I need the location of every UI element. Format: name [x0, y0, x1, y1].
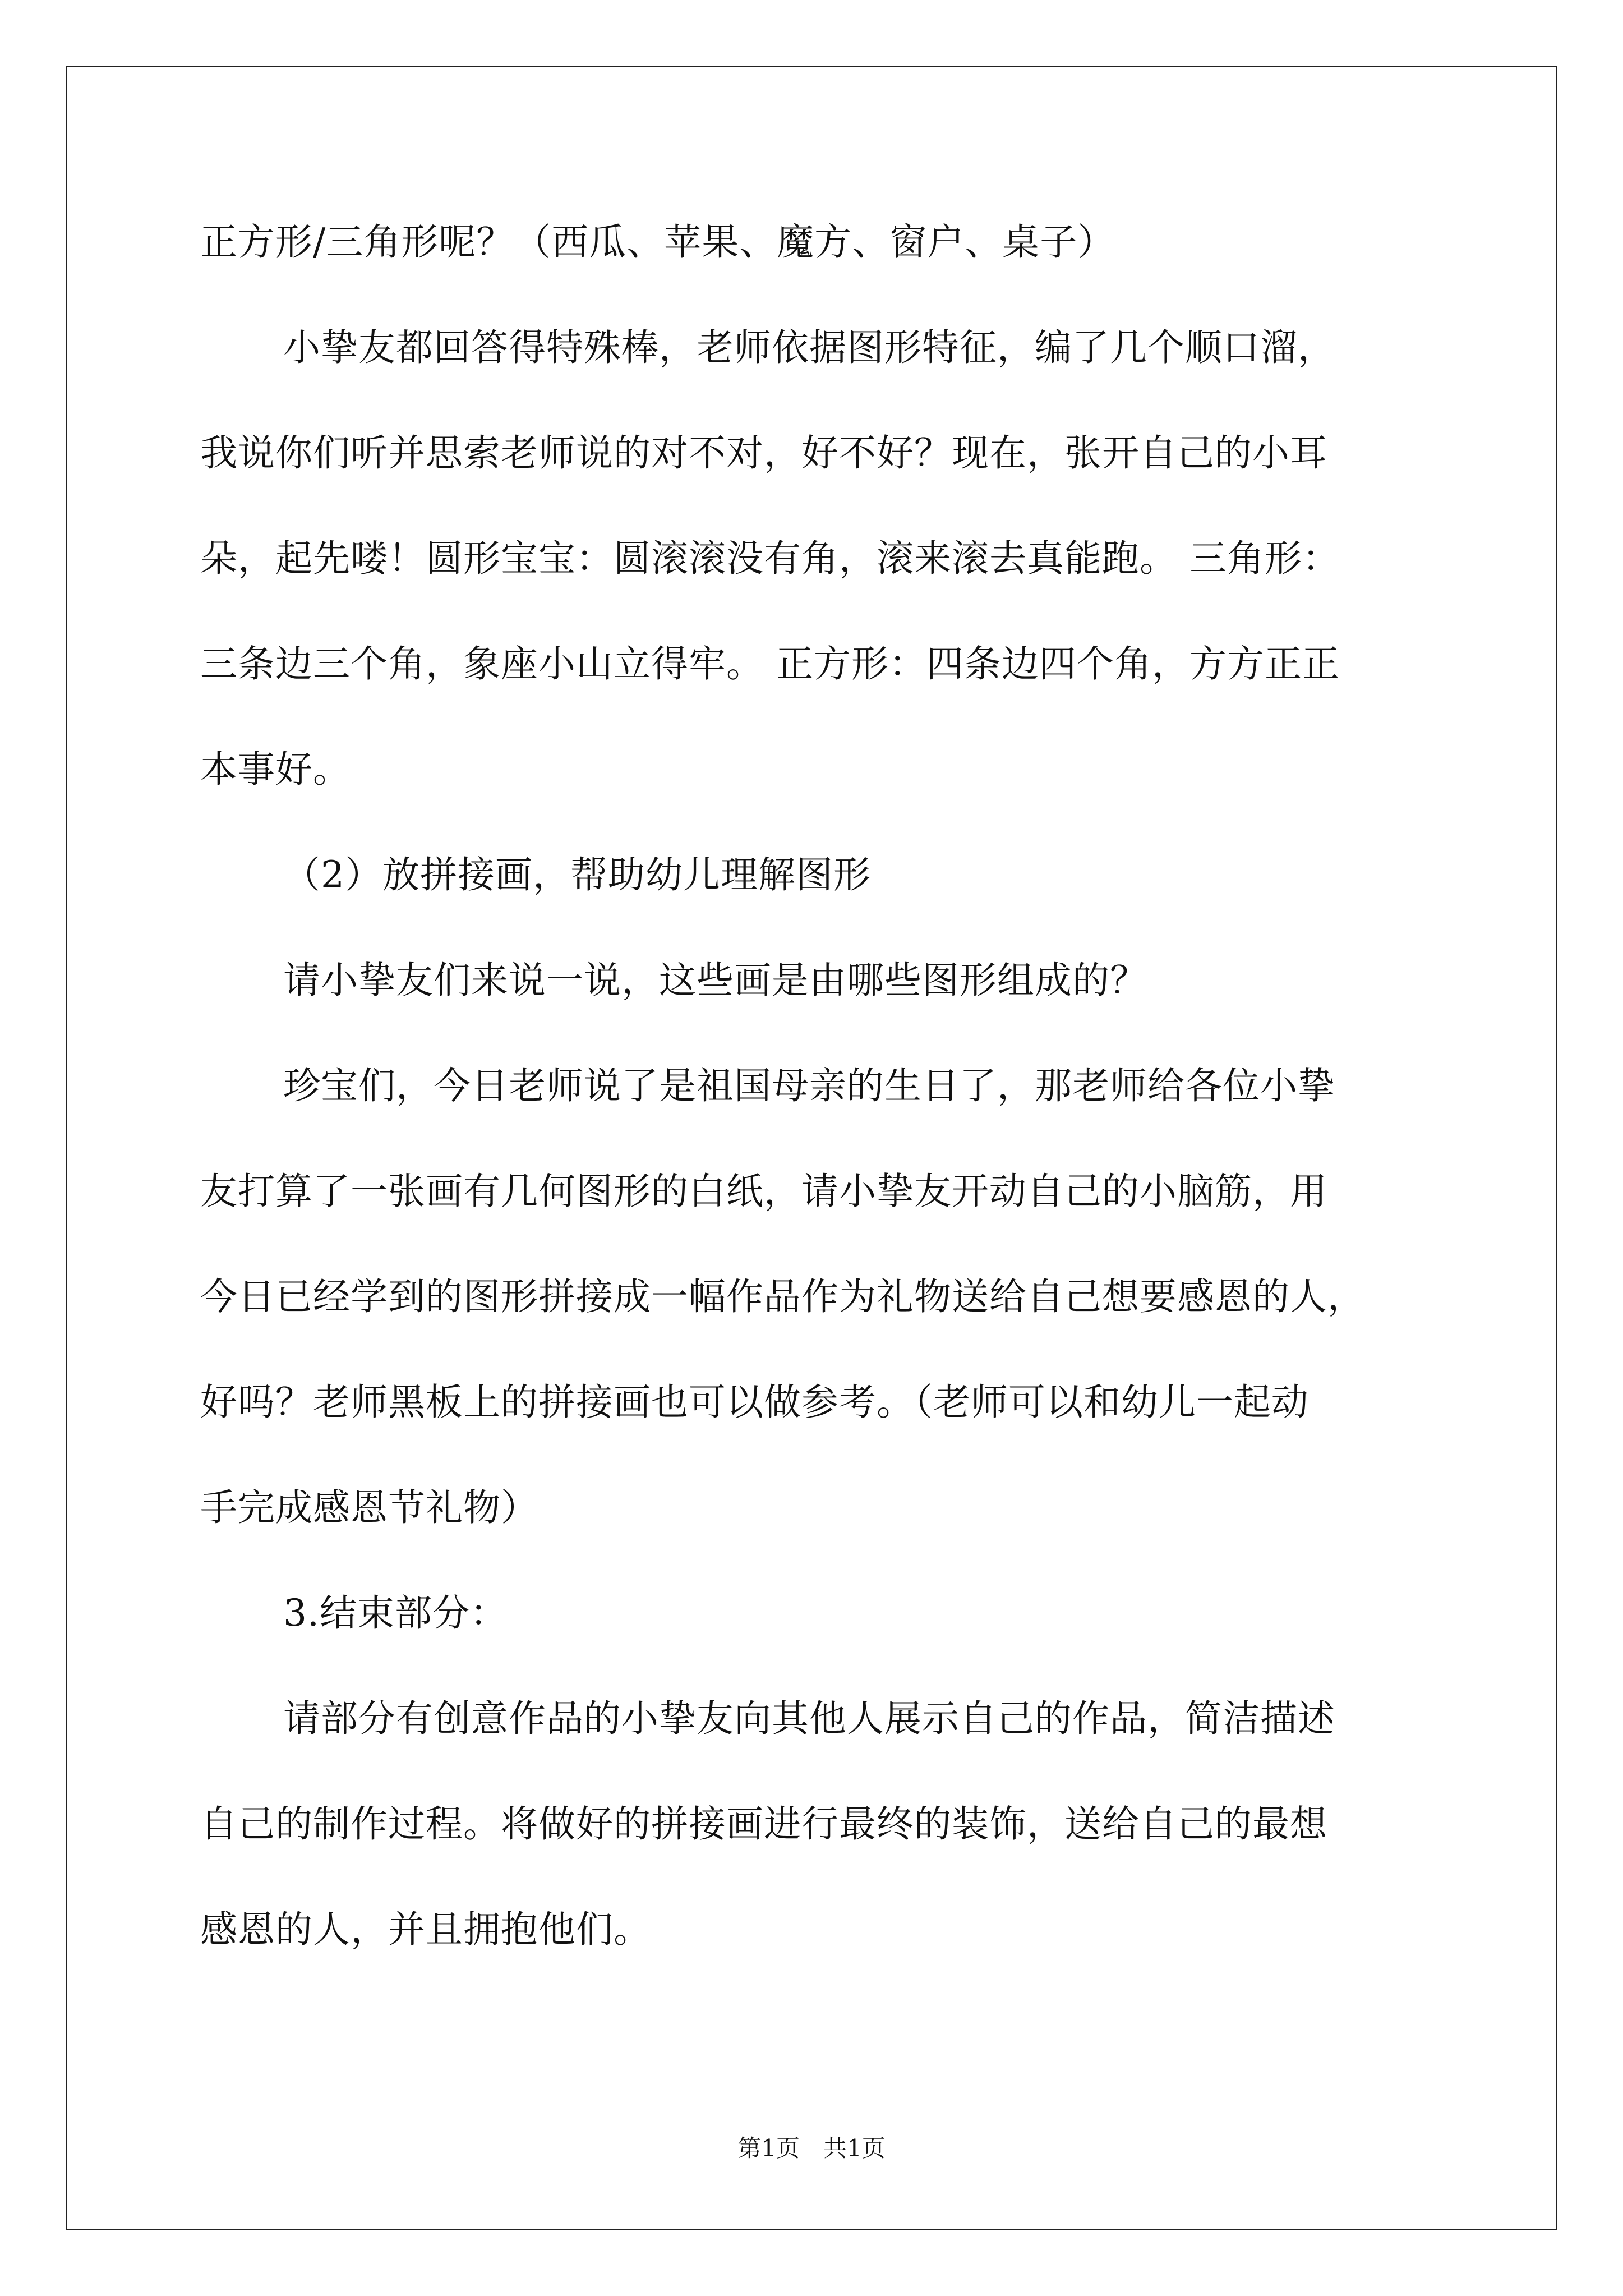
page-number-footer: 第1页 共1页 [737, 2134, 886, 2162]
section-heading: （2）放拼接画，帮助幼儿理解图形 [283, 853, 871, 896]
text-line: 自己的制作过程。将做好的拼接画进行最终的装饰，送给自己的最想 [200, 1802, 1327, 1846]
section-heading: 3.结束部分： [283, 1591, 508, 1635]
text-line: 请小挚友们来说一说，这些画是由哪些图形组成的？ [283, 959, 1147, 1002]
text-line: 三条边三个角，象座小山立得牢。 正方形：四条边四个角，方方正正 [200, 642, 1340, 685]
text-line: 本事好。 [200, 748, 351, 791]
text-line: 友打算了一张画有几何图形的白纸，请小挚友开动自己的小脑筋，用 [200, 1170, 1327, 1213]
page-border [66, 66, 1557, 2230]
text-line: 今日已经学到的图形拼接成一幅作品作为礼物送给自己想要感恩的人， [200, 1275, 1365, 1318]
text-line: 请部分有创意作品的小挚友向其他人展示自己的作品，简洁描述 [283, 1697, 1335, 1740]
text-line: 朵，起先喽！圆形宝宝：圆滚滚没有角，滚来滚去真能跑。 三角形： [200, 537, 1340, 580]
text-line: 好吗？老师黑板上的拼接画也可以做参考。（老师可以和幼儿一起动 [200, 1381, 1309, 1424]
text-line: 正方形/三角形呢？（西瓜、苹果、魔方、窗户、桌子） [200, 220, 1115, 264]
text-line: 小挚友都回答得特殊棒，老师依据图形特征，编了几个顺口溜， [283, 326, 1335, 369]
text-line: 珍宝们，今日老师说了是祖国母亲的生日了，那老师给各位小挚 [283, 1064, 1335, 1107]
text-line: 我说你们听并思索老师说的对不对，好不好？现在，张开自己的小耳 [200, 431, 1327, 475]
text-line: 感恩的人，并且拥抱他们。 [200, 1908, 651, 1951]
text-line: 手完成感恩节礼物） [200, 1486, 538, 1529]
